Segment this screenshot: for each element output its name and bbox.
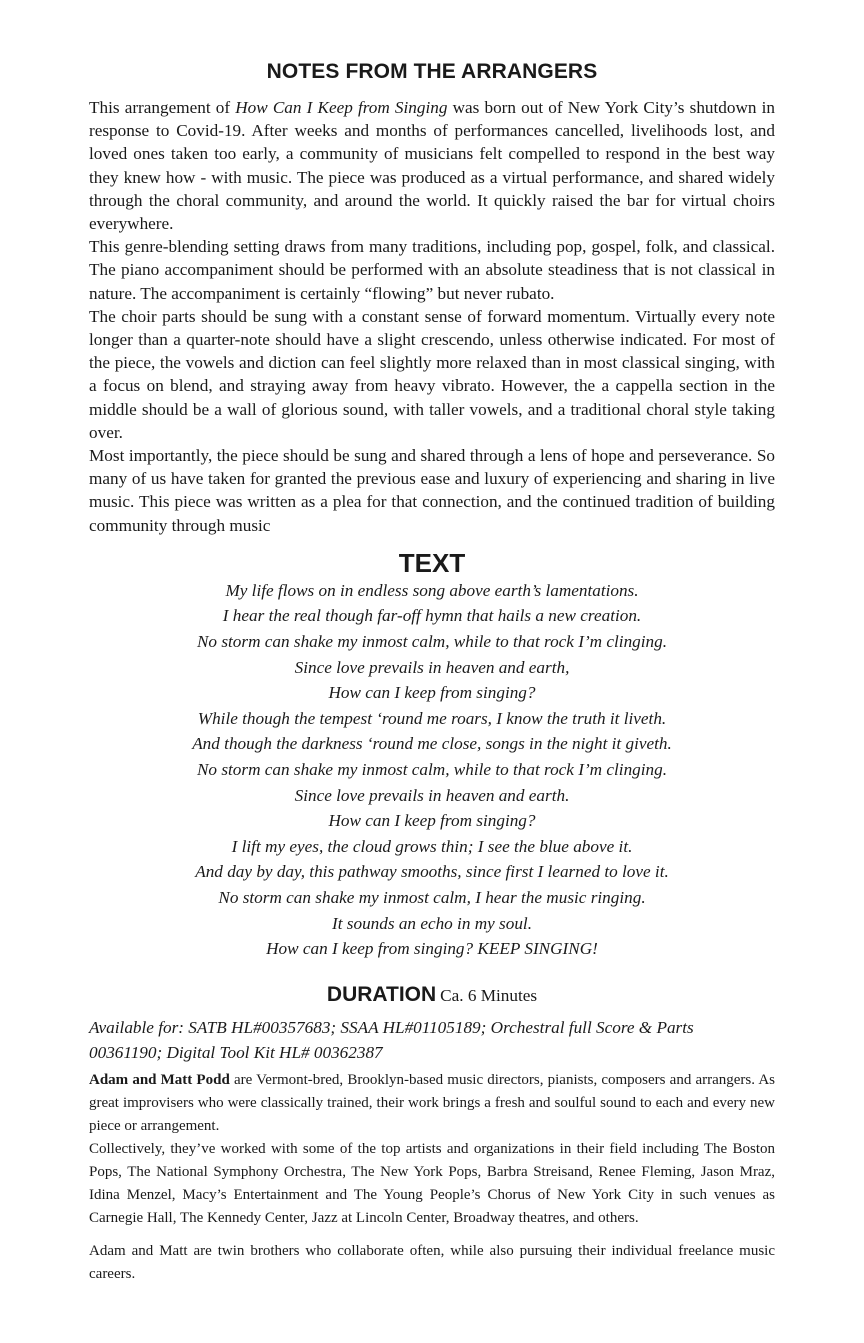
duration-value: Ca. 6 Minutes: [440, 985, 538, 1005]
notes-section: [89, 96, 775, 537]
poem-line: How can I keep from singing?: [328, 811, 536, 831]
notes-title: NOTES FROM THE ARRANGERS: [266, 60, 598, 83]
notes-paragraph-1: [89, 96, 775, 235]
poem-line: My life flows on in endless song above earth’s lamentations.: [225, 580, 639, 600]
poem-line: And though the darkness ‘round me close, songs in the night it giveth.: [192, 734, 672, 754]
availability-line-1: Available for: SATB HL#00357683; SSAA HL#01105189; Orchestral full Score & Parts: [89, 1017, 694, 1037]
bio-paragraph-1: [89, 1069, 775, 1138]
notes-paragraph-3: The choir parts should be sung with a constant sense of forward momentum. Virtually every note longer than a quarter-note should have a slight crescendo, unless otherwise indicated. For most of the piece, the vowels and diction can feel slightly more relaxed than in most classical singing, with a focus on blend, and straying away from heavy vibrato. However, the a cappella section in the middle should be a wall of glorious sound, with taller vowels, and a traditional choral style taking over.: [89, 306, 775, 442]
poem-line: It sounds an echo in my soul.: [331, 913, 533, 933]
poem-line: And day by day, this pathway smooths, since first I learned to love it.: [195, 862, 669, 882]
text-title: TEXT: [398, 547, 466, 578]
poem-line: I lift my eyes, the cloud grows thin; I see the blue above it.: [231, 836, 633, 856]
notes-paragraph-2: This genre-blending setting draws from many traditions, including pop, gospel, folk, and classical. The piano accompaniment should be performed with an absolute steadiness that is not classical in nature. The accompaniment is certainly “flowing” but never rubato.: [89, 237, 775, 303]
poem-line: No storm can shake my inmost calm, while to that rock I’m clinging.: [196, 760, 668, 780]
bio-names: Adam and Matt Podd: [89, 1071, 230, 1088]
work-title: How Can I Keep from Singing: [235, 98, 448, 117]
poem-line: Since love prevails in heaven and earth.: [294, 785, 570, 805]
poem-line: How can I keep from singing?: [328, 683, 536, 703]
notes-paragraph-4: Most importantly, the piece should be sung and shared through a lens of hope and perseverance. So many of us have taken for granted the previous ease and luxury of experiencing and sharing in live music. This piece was written as a plea for that connection, and the continued tradition of building community through music: [89, 446, 775, 535]
availability-note: [89, 1015, 775, 1065]
poem-line: No storm can shake my inmost calm, while to that rock I’m clinging.: [196, 632, 668, 652]
poem-line: While though the tempest ‘round me roars, I know the truth it liveth.: [197, 708, 667, 728]
poem-line: No storm can shake my inmost calm, I hear the music ringing.: [218, 887, 646, 907]
poem-line: How can I keep from singing? KEEP SINGING!: [266, 939, 598, 959]
duration-label: DURATION: [326, 982, 437, 1006]
notes-p1-rest: was born out of New York City’s shutdown in response to Covid-19. After weeks and months of performances cancelled, livelihoods lost, and loved ones taken too early, a community of musicians felt compelled to respond in the best way they knew how - with music. The piece was produced as a virtual performance, and shared widely through the choral community, and around the world. It quickly raised the bar for virtual choirs everywhere.: [89, 98, 775, 234]
bio-section: [89, 1069, 775, 1286]
bio-paragraph-3: Adam and Matt are twin brothers who collaborate often, while also pursuing their individual freelance music careers.: [89, 1242, 775, 1282]
poem-line: Since love prevails in heaven and earth,: [294, 657, 570, 677]
document-page: [89, 0, 775, 1286]
duration: [89, 982, 775, 1010]
poem-text: [89, 578, 775, 962]
bio-paragraph-2: Collectively, they’ve worked with some of the top artists and organizations in their field including The Boston Pops, The National Symphony Orchestra, The New York Pops, Barbra Streisand, Renee Fleming, Jason Mraz, Idina Menzel, Macy’s Entertainment and The Young People’s Chorus of New York City in such venues as Carnegie Hall, The Kennedy Center, Jazz at Lincoln Center, Broadway theatres, and others.: [89, 1140, 775, 1226]
poem-line: I hear the real though far-off hymn that hails a new creation.: [222, 606, 642, 626]
notes-p1-intro: This arrangement of: [89, 98, 236, 117]
availability-line-2: 00361190; Digital Tool Kit HL# 00362387: [89, 1042, 383, 1062]
bio-p1-rest: are Vermont-bred, Brooklyn-based music directors, pianists, composers and arrangers. As great improvisers who were classically trained, their work brings a fresh and soulful sound to each and every new piece or arrangement.: [89, 1071, 775, 1134]
